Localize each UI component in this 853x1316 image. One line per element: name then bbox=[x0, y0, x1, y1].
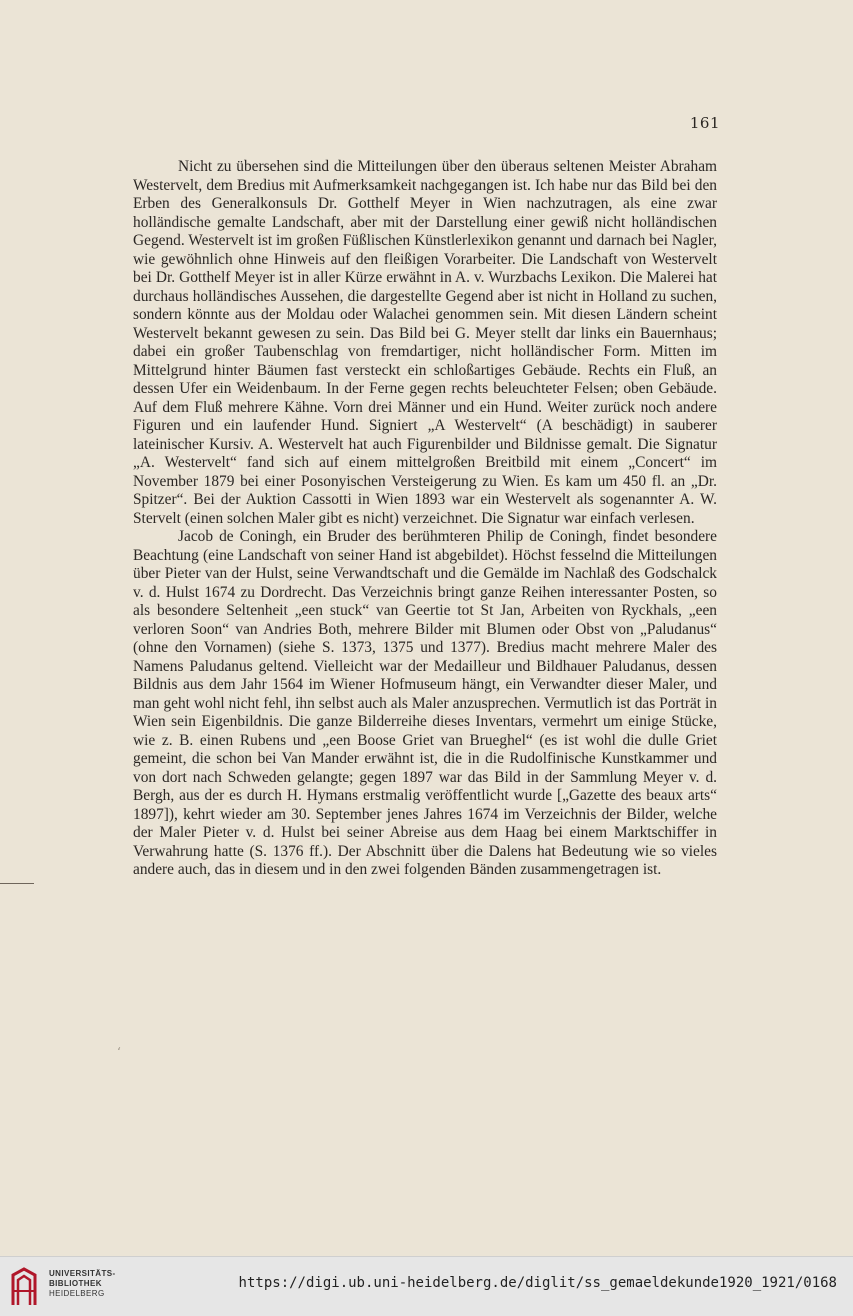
paragraph-1: Nicht zu übersehen sind die Mitteilungen über den überaus seltenen Meister Abraham Westervelt, dem Bredius mit Aufmerksamkeit nachgegangen ist. Ich habe nur das Bild bei den Erben des Generalkonsuls Dr. Gotthelf Meyer in Wien nachzutragen, als eine zwar holländische gemalte Landschaft, aber mit der Darstellung einer gewiß nicht holländischen Gegend. Westervelt ist im großen Füßlischen Künstlerlexikon genannt und darnach bei Nagler, wie gewöhnlich ohne Hinweis auf den fleißigen Vorarbeiter. Die Landschaft von Westervelt bei Dr. Gotthelf Meyer ist in aller Kürze erwähnt in A. v. Wurzbachs Lexikon. Die Malerei hat durchaus holländisches Aussehen, die dargestellte Gegend aber ist nicht in Holland zu suchen, sondern könnte aus der Moldau oder Walachei genommen sein. Mit diesen Ländern scheint Westervelt bekannt gewesen zu sein. Das Bild bei G. Meyer stellt dar links ein Bauernhaus; dabei ein großer Taubenschlag von fremdartiger, nicht holländischer Form. Mitten im Mittelgrund hinter Bäumen fast versteckt ein schloßartiges Gebäude. Rechts ein Fluß, an dessen Ufer ein Weidenbaum. In der Ferne gegen rechts beleuchteter Felsen; oben Gebäude. Auf dem Fluß mehrere Kähne. Vorn drei Männer und ein Hund. Weiter zurück noch andere Figuren und ein laufender Hund. Signiert „A Westervelt“ (A beschädigt) in sauberer lateinischer Kursiv. A. Westervelt hat auch Figurenbilder und Bildnisse gemalt. Die Signatur „A. Westervelt“ fand sich auf einem mittelgroßen Breitbild mit einem „Concert“ im November 1879 bei einer Posonyischen Versteigerung zu Wien. Es kam um 450 fl. an „Dr. Spitzer“. Bei der Auktion Cassotti in Wien 1893 war ein Westervelt als sogenannter A. W. Stervelt (einen solchen Maler gibt es nicht) verzeichnet. Die Signatur war einfach verlesen. bbox=[133, 158, 717, 527]
footer-bar bbox=[0, 1256, 853, 1316]
paper-speck: ʻ bbox=[117, 1045, 121, 1059]
institution-name bbox=[49, 1269, 116, 1299]
institution-line-1: UNIVERSITÄTS- bbox=[49, 1269, 116, 1278]
paragraph-2: Jacob de Coningh, ein Bruder des berühmteren Philip de Coningh, findet besondere Beachtung (eine Landschaft von seiner Hand ist abgebildet). Höchst fesselnd die Mitteilungen über Pieter van der Hulst, seine Verwandtschaft und die Gemälde im Nachlaß des Godschalck v. d. Hulst 1674 zu Dordrecht. Das Verzeichnis bringt ganze Reihen interessanter Posten, so als besondere Seltenheit „een stuck“ van Geertie tot St Jan, Arbeiten von Ryckhals, „een verloren Soon“ van Andries Both, mehrere Bilder mit Blumen oder Obst von „Paludanus“ (ohne den Vornamen) (siehe S. 1373, 1375 und 1377). Bredius macht mehrere Maler des Namens Paludanus geltend. Vielleicht war der Medailleur und Bildhauer Paludanus, dessen Bildnis aus dem Jahr 1564 im Wiener Hofmuseum hängt, ein Verwandter dieser Maler, und man geht wohl nicht fehl, ihn selbst auch als Maler anzusprechen. Vermutlich ist das Porträt in Wien sein Eigenbildnis. Die ganze Bilderreihe dieses Inventars, vermehrt um einige Stücke, wie z. B. einen Rubens und „een Boose Griet van Brueghel“ (es ist wohl die dulle Griet gemeint, die schon bei Van Mander erwähnt ist, die in die Rudolfinische Kunstkammer und von dort nach Schweden gelangte; gegen 1897 war das Bild in der Sammlung Meyer v. d. Bergh, aus der es durch H. Hymans erstmalig veröffentlicht wurde [„Gazette des beaux arts“ 1897]), kehrt wieder am 30. September jenes Jahres 1674 im Verzeichnis der Bilder, welche der Maler Pieter v. d. Hulst bei seiner Abreise aus dem Haag bei einem Marktschiffer in Verwahrung hatte (S. 1376 ff.). Der Abschnitt über die Dalens hat Bedeutung wie so vieles andere auch, das in diesem und in den zwei folgenden Bänden zusammengetragen ist. bbox=[133, 528, 717, 878]
page-number: 161 bbox=[689, 114, 720, 132]
body-text bbox=[133, 158, 717, 880]
institution-line-3: HEIDELBERG bbox=[49, 1289, 105, 1298]
institution-line-2: BIBLIOTHEK bbox=[49, 1279, 102, 1288]
university-library-logo-icon bbox=[9, 1267, 39, 1307]
margin-rule bbox=[0, 883, 34, 884]
permalink-url[interactable]: https://digi.ub.uni-heidelberg.de/diglit/ss_gemaeldekunde1920_1921/0168 bbox=[238, 1275, 837, 1291]
